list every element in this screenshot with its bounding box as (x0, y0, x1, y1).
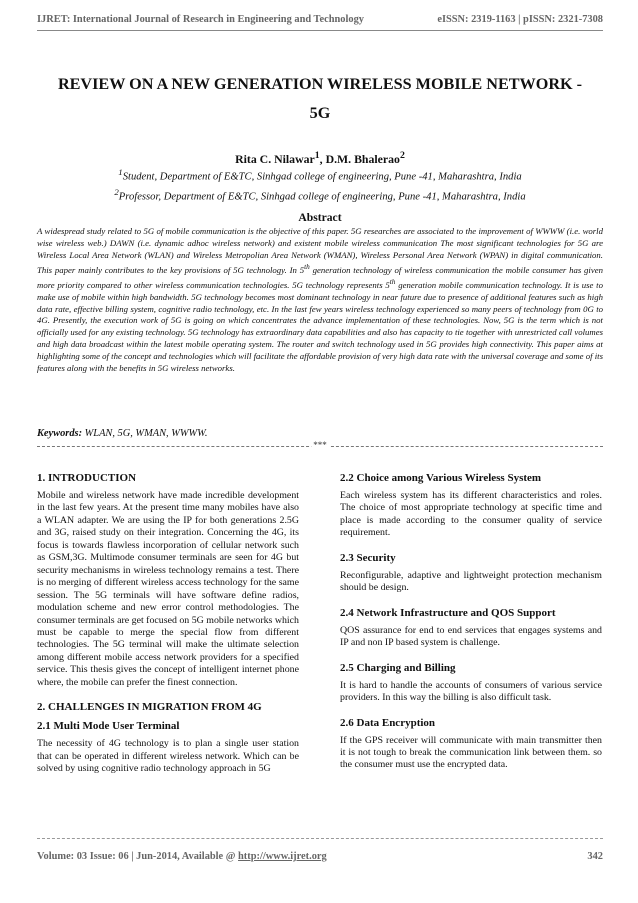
page-number: 342 (587, 851, 603, 862)
header-rule (37, 30, 603, 31)
author-2: D.M. Bhalerao (325, 151, 400, 166)
subsection-heading: 2.2 Choice among Various Wireless System (340, 472, 542, 484)
journal-link[interactable]: http://www.ijret.org (238, 851, 327, 862)
subsection-heading: 2.1 Multi Mode User Terminal (37, 720, 180, 733)
journal-name: IJRET: International Journal of Research in Engineering and Technology (37, 14, 364, 25)
subsection-heading: 2.6 Data Encryption (340, 716, 436, 729)
separator-stars: *** (313, 440, 327, 450)
subsection-heading: 2.3 Security (340, 551, 396, 564)
author-1: Rita C. Nilawar (235, 151, 315, 166)
author-1-sup: 1 (314, 150, 320, 161)
affiliation-1: $^1$Student, Department of E&TC, Sinhgad college of engineering, Pune -41, Maharashtra, India (118, 167, 522, 183)
paragraph: It is hard to handle the accounts of consumers of various service providers. In this way the billing is also difficult task. (340, 679, 602, 704)
footer-volume: Volume: 03 Issue: 06 | Jun-2014, Available @ http://www.ijret.org (37, 851, 327, 862)
paragraph: QOS assurance for end to end services that engages systems and IP and non IP based system is challenge. (340, 624, 602, 649)
title-line-1: REVIEW ON A NEW GENERATION WIRELESS MOBILE NETWORK - (57, 75, 583, 93)
paragraph: Each wireless system has its different characteristics and roles. The choice of most appropriate technology at specific time and place is made according to the consumer quality of service requirement. (340, 490, 602, 539)
section-separator (37, 440, 603, 450)
subsection-heading: 2.5 Charging and Billing (340, 661, 456, 674)
paper-title (37, 70, 603, 128)
paragraph: Mobile and wireless network have made incredible development in the last few years. At the present time many mobiles have also a WLAN adapter. We are using the IP for both generations 2.5G and 3G, raised study on their integration. Concerning the 4G, its focus is towards flawless incorporation of cellular network such as GSM,3G. Multimode consumer terminals are seen for 4G but security mechanisms in wireless technology remains a test. There is no merging of different wireless access technology for the same session. The 5G terminals will have software define radios, modulation scheme and new error control methodologies. The consumer terminals are get focused on 5G mobile networks which must be capable to merge the special flow from different technologies. The 5G terminal will make the ultimate selection among different mobile access network providers for a specified service. This thesis gives the concept of intelligent internet phone where, the mobile can prefer the finest connection. (37, 490, 299, 688)
title-line-2: 5G (309, 104, 331, 122)
paragraph: Reconfigurable, adaptive and lightweight protection mechanism should be design. (340, 569, 602, 594)
abstract-heading: Abstract (298, 211, 342, 224)
footer-rule (37, 838, 603, 839)
right-column (340, 471, 602, 772)
paragraph: If the GPS receiver will communicate with main transmitter then it is not tough to break the communication link between them. so the consumer must use the encrypted data. (340, 734, 602, 771)
affiliation-2: $^2$Professor, Department of E&TC, Sinhgad college of engineering, Pune -41, Maharashtra, India (114, 186, 526, 203)
author-separator: , (319, 151, 326, 166)
left-column (37, 471, 299, 776)
keywords (37, 428, 603, 439)
section-heading: 1. INTRODUCTION (37, 472, 137, 484)
affiliations (37, 165, 603, 204)
issn: eISSN: 2319-1163 | pISSN: 2321-7308 (437, 14, 603, 25)
section-heading: 2. CHALLENGES IN MIGRATION FROM 4G (37, 701, 262, 714)
running-footer (37, 851, 603, 865)
subsection-heading: 2.4 Network Infrastructure and QOS Support (340, 606, 556, 619)
paragraph: The necessity of 4G technology is to plan a single user station that can be operated in different wireless network. Which can be solved by using cognitive radio technology approach in 5G (37, 738, 299, 775)
abstract-body: A widespread study related to 5G of mobile communication is the objective of this paper. 5G researches are associated to the improvement of WWWW (i.e. world wise wireless web.) DAWN (i.e. dynamic adhoc wireless network) and existent mobile wireless communication The most significant technologies for 5G are Wireless Local Area Network (WLAN) and Wireless Metropolian Area Network (WMAN), Wireless Personal Area Network (WPAN) in digital communication. This paper mainly contributes to the key provisions of 5G technology. In 5th generation technology of wireless communication the mobile consumer has given more priority compared to other wireless communication technologies. 5G technology represents 5th generation mobile communication technology. It is use to make use of mobile within high bandwidth. 5G technology becomes most dominant technology in near future due to presence of additional features such as high data rate, effective billing system, cognitive radio technology, etc. In the last few years wireless technology experienced so many peers of technology from 0G to 4G. Presently, the execution work of 5G is going on which concentrates the advance implementation of these technologies. Now, 5G is the term which is not officially used for any existing technology. 5G technology has extraordinary data capabilities and also has capacity to tie together with unrestricted call volumes and high data broadcast within the latest mobile operating system. The router and switch technology used in 5G provides high connectivity. This paper aims at highlighting some of the concept and technologies which will facilitate the affordable provision of very high data rate with the universal coverage and some of its features along with the benefits in 5G wireless networks. (37, 226, 603, 374)
keywords-label: Keywords: (37, 428, 83, 439)
running-header (37, 14, 603, 30)
keywords-list: WLAN, 5G, WMAN, WWWW. (82, 428, 208, 439)
author-2-sup: 2 (399, 150, 405, 161)
